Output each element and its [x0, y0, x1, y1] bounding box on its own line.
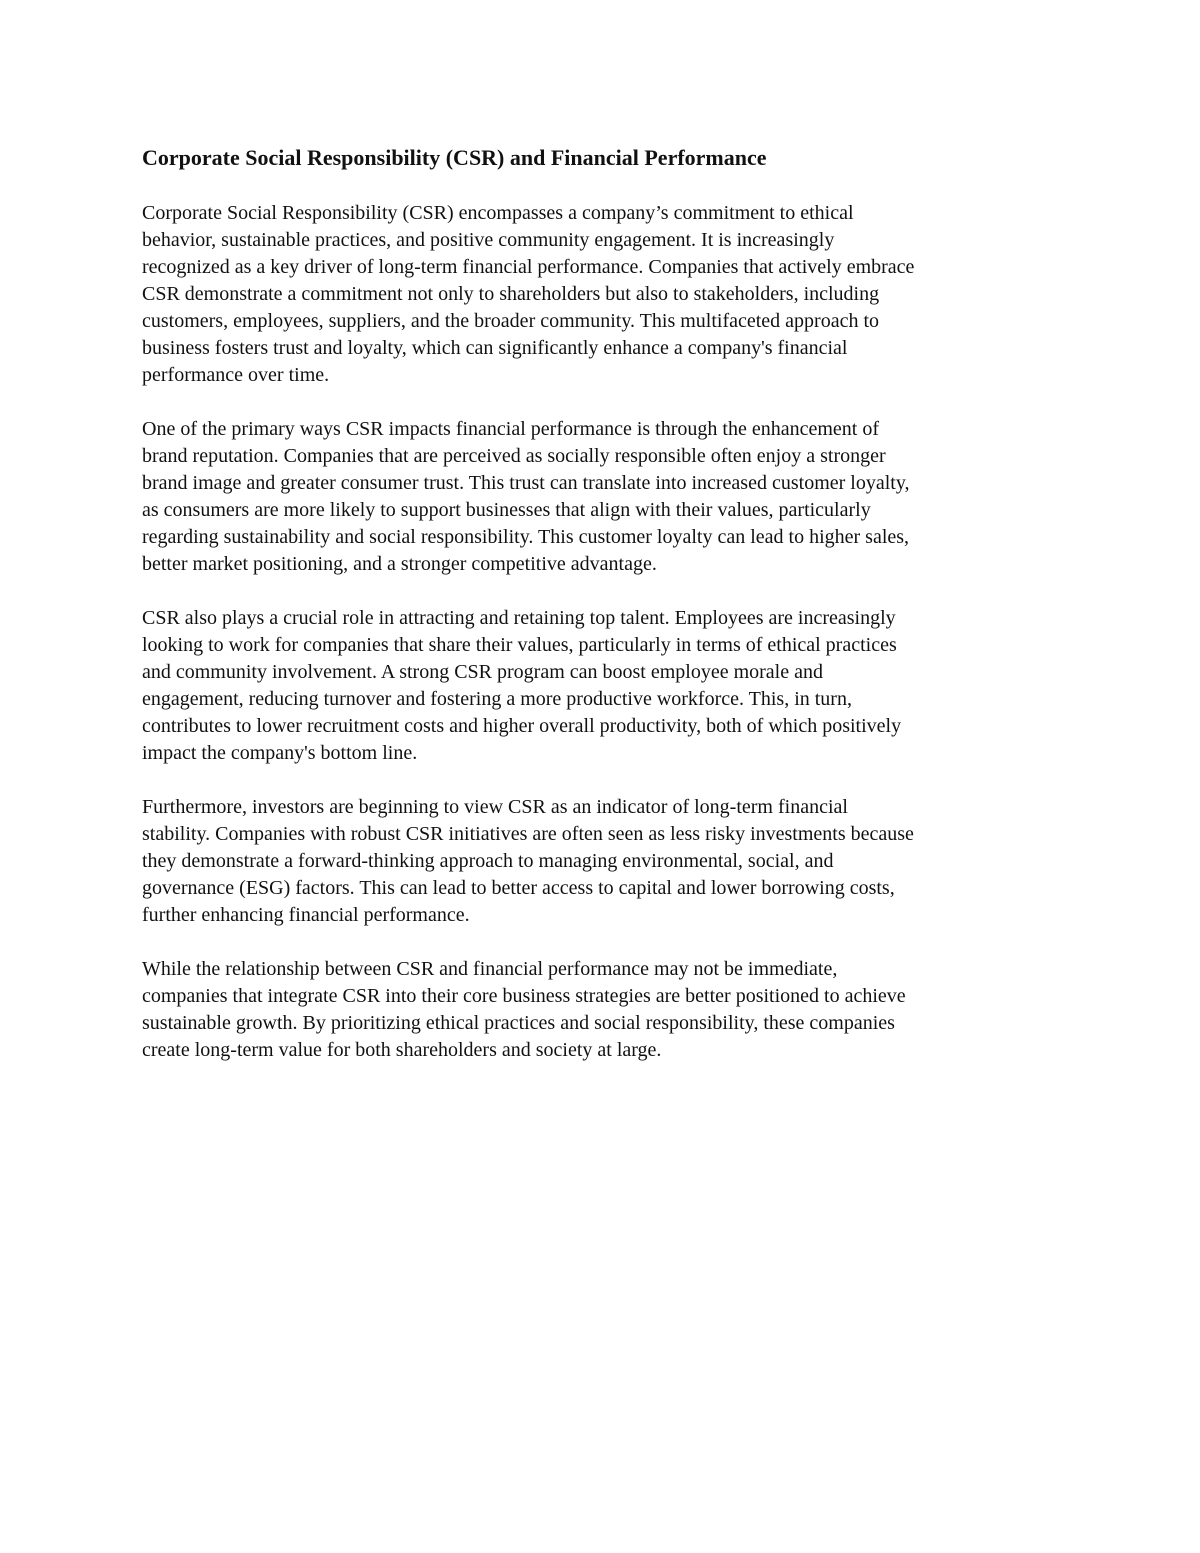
paragraph-line: sustainable growth. By prioritizing ethical practices and social responsibility, these companies	[142, 1012, 895, 1034]
paragraph-2	[142, 416, 1058, 578]
paragraph-line: Furthermore, investors are beginning to view CSR as an indicator of long-term financial	[142, 796, 848, 818]
paragraph-line: One of the primary ways CSR impacts financial performance is through the enhancement of	[142, 418, 879, 440]
paragraph-line: CSR demonstrate a commitment not only to shareholders but also to stakeholders, including	[142, 283, 880, 305]
paragraph-line: CSR also plays a crucial role in attracting and retaining top talent. Employees are increasingly	[142, 607, 896, 629]
paragraph-line: impact the company's bottom line.	[142, 742, 418, 764]
paragraph-line: brand reputation. Companies that are perceived as socially responsible often enjoy a stronger	[142, 445, 886, 467]
paragraph-line: recognized as a key driver of long-term financial performance. Companies that actively embrace	[142, 256, 915, 278]
paragraph-4	[142, 794, 1058, 929]
paragraph-line: companies that integrate CSR into their core business strategies are better positioned to achieve	[142, 985, 906, 1007]
paragraph-line: stability. Companies with robust CSR initiatives are often seen as less risky investments because	[142, 823, 914, 845]
paragraph-line: performance over time.	[142, 364, 330, 386]
paragraph-3	[142, 605, 1058, 767]
paragraph-line: While the relationship between CSR and financial performance may not be immediate,	[142, 958, 838, 980]
paragraph-1	[142, 200, 1058, 389]
paragraph-line: customers, employees, suppliers, and the broader community. This multifaceted approach to	[142, 310, 880, 332]
paragraph-line: further enhancing financial performance.	[142, 904, 470, 926]
paragraph-line: better market positioning, and a stronger competitive advantage.	[142, 553, 657, 575]
paragraph-line: regarding sustainability and social responsibility. This customer loyalty can lead to higher sales,	[142, 526, 910, 548]
document-title: Corporate Social Responsibility (CSR) and Financial Performance	[142, 145, 767, 170]
paragraph-line: business fosters trust and loyalty, which can significantly enhance a company's financial	[142, 337, 848, 359]
paragraph-line: brand image and greater consumer trust. This trust can translate into increased customer loyalty,	[142, 472, 910, 494]
paragraph-line: contributes to lower recruitment costs and higher overall productivity, both of which positively	[142, 715, 902, 737]
paragraph-line: governance (ESG) factors. This can lead to better access to capital and lower borrowing costs,	[142, 877, 895, 899]
paragraph-line: Corporate Social Responsibility (CSR) encompasses a company’s commitment to ethical	[142, 202, 854, 224]
paragraph-line: behavior, sustainable practices, and positive community engagement. It is increasingly	[142, 229, 835, 251]
paragraph-line: and community involvement. A strong CSR program can boost employee morale and	[142, 661, 823, 683]
paragraph-line: create long-term value for both shareholders and society at large.	[142, 1039, 662, 1061]
paragraph-line: as consumers are more likely to support businesses that align with their values, particularly	[142, 499, 871, 521]
paragraph-5	[142, 956, 1058, 1064]
document-body	[142, 142, 1058, 1091]
paragraph-line: they demonstrate a forward-thinking approach to managing environmental, social, and	[142, 850, 834, 872]
paragraph-line: looking to work for companies that share their values, particularly in terms of ethical practices	[142, 634, 897, 656]
paragraph-line: engagement, reducing turnover and fostering a more productive workforce. This, in turn,	[142, 688, 852, 710]
